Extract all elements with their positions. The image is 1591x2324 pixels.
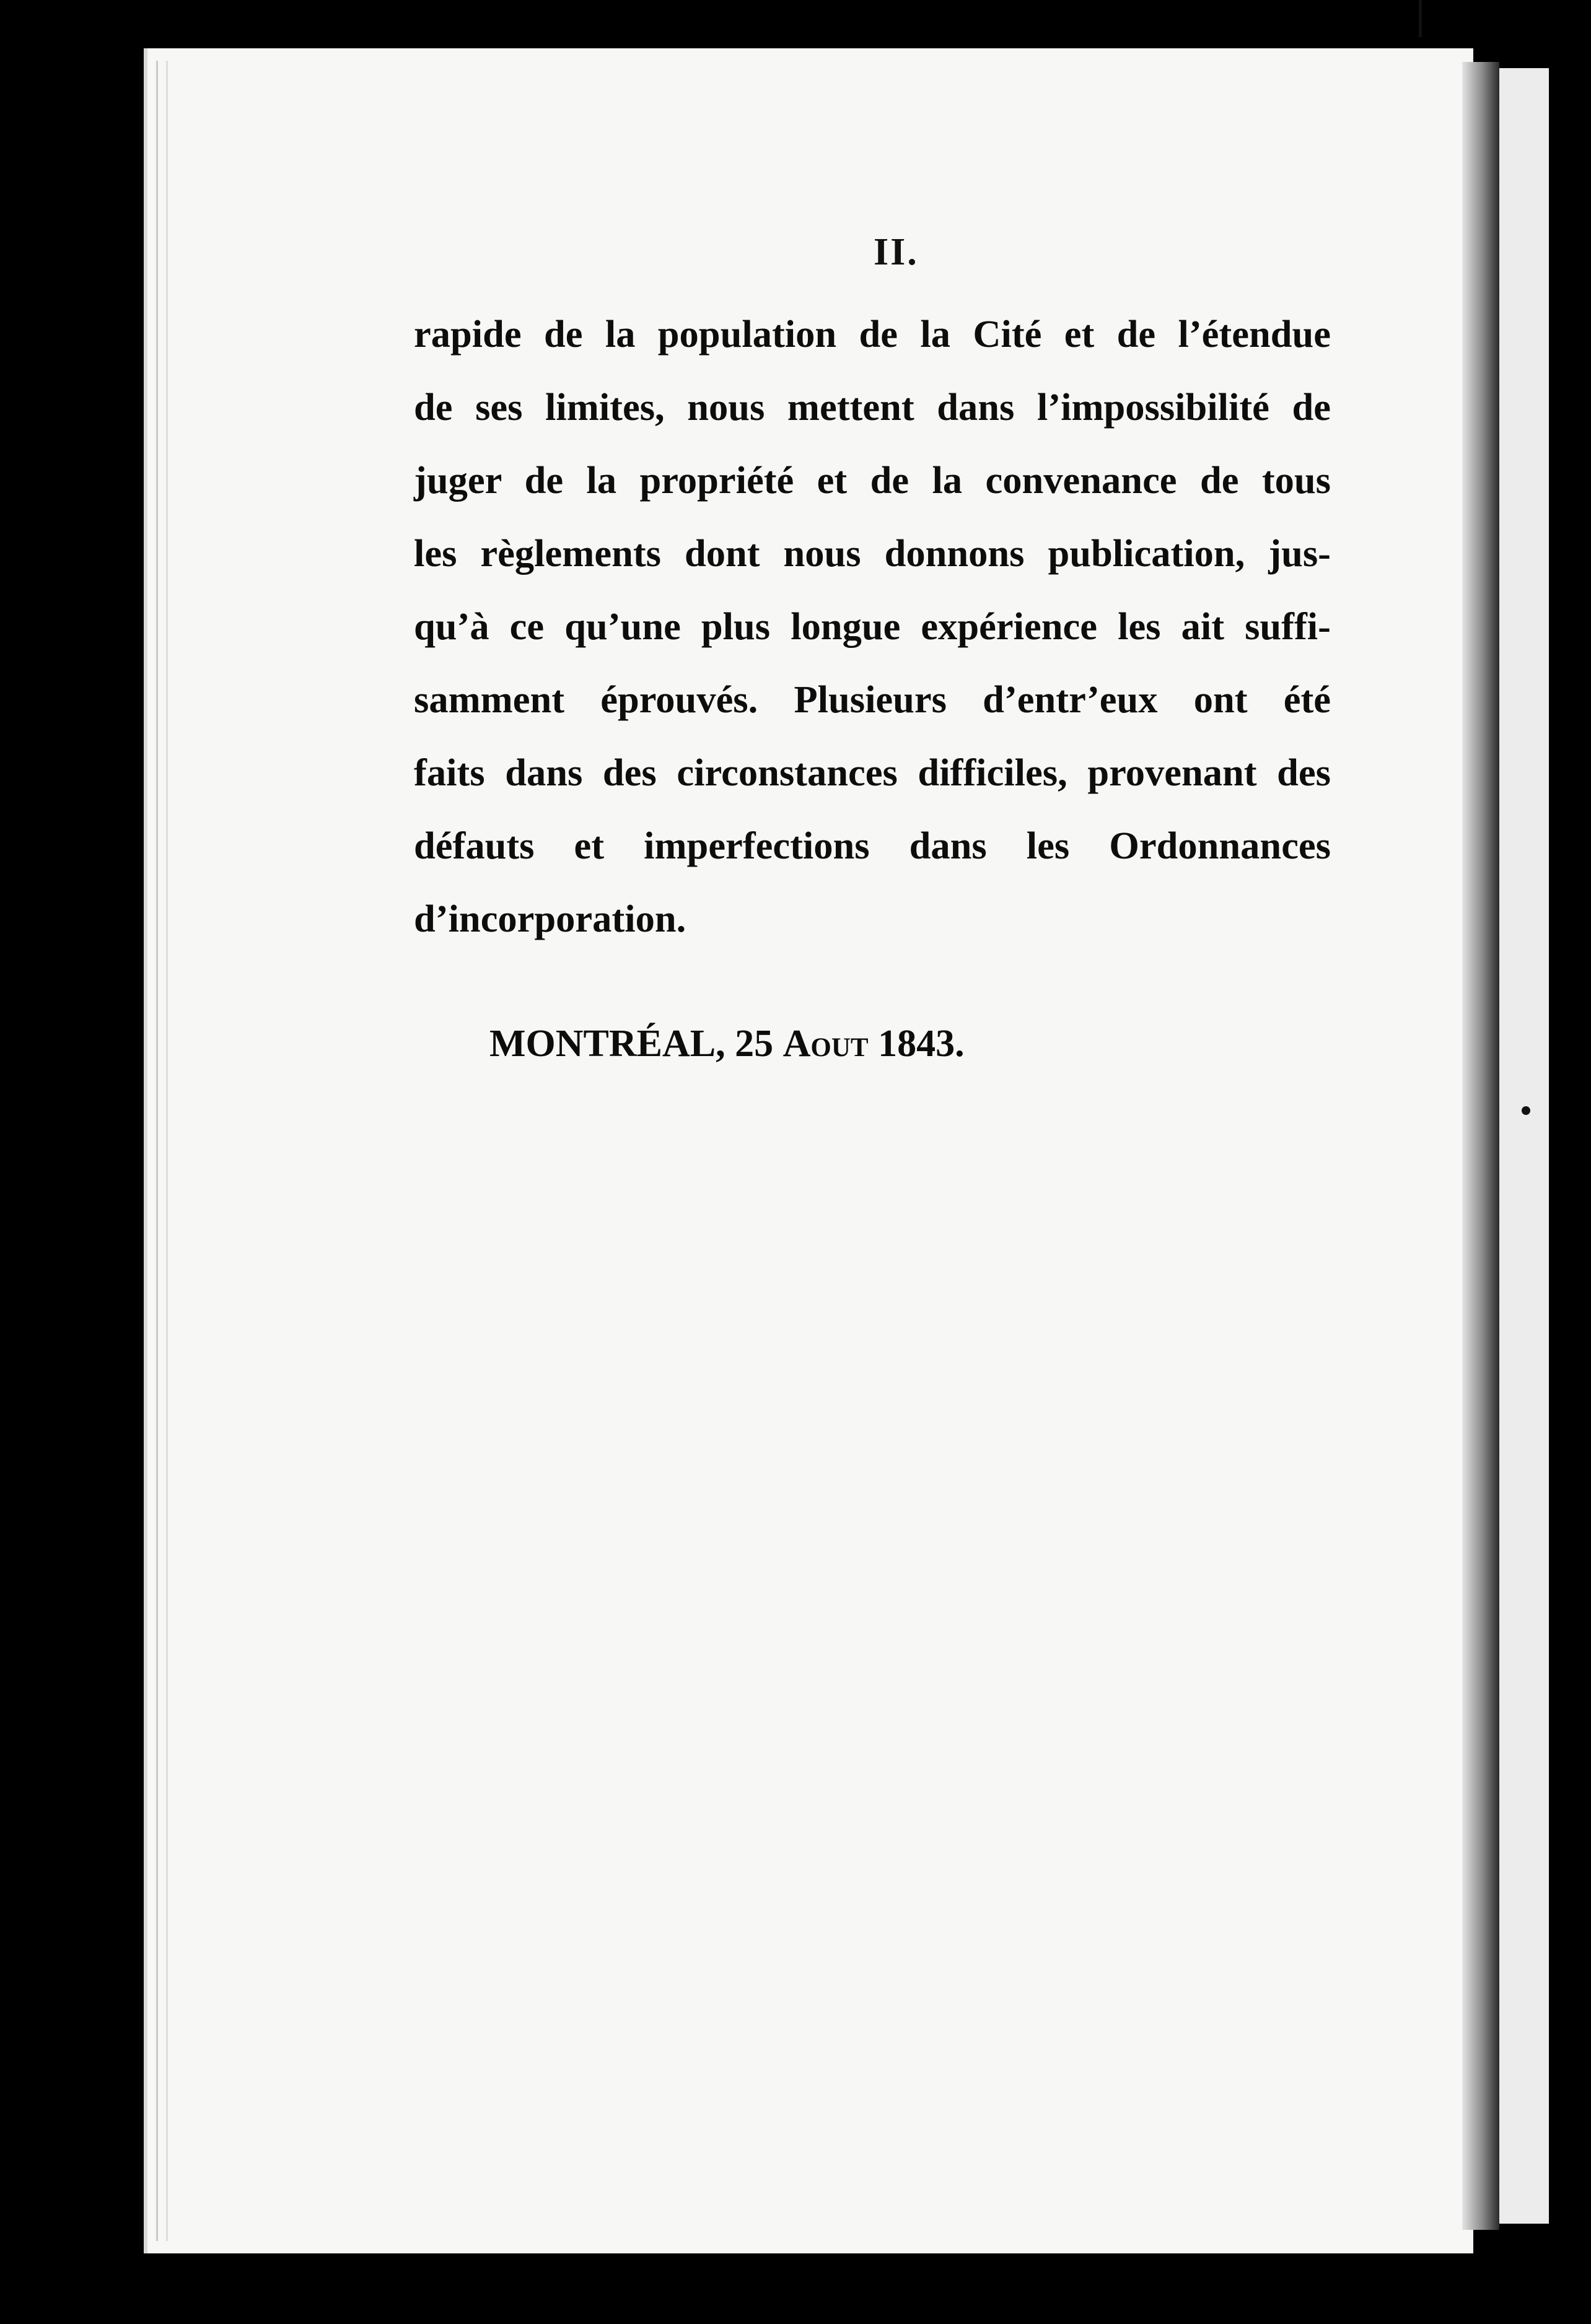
- signature-month: Aout: [782, 1023, 869, 1065]
- adjacent-page-edge: [1499, 68, 1549, 2224]
- place-date-signature: [489, 1022, 965, 1066]
- paragraph-line: d’incorporation.: [414, 897, 686, 940]
- stray-mark: [1522, 1106, 1530, 1115]
- page-gutter-shadow: [1462, 62, 1499, 2230]
- paragraph-line: rapide de la population de la Cité et de l’étendue: [414, 312, 1331, 356]
- paragraph-line: faits dans des circonstances difficiles, provenant des: [414, 751, 1331, 794]
- signature-year: 1843.: [878, 1023, 965, 1065]
- paragraph-line: qu’à ce qu’une plus longue expérience les ait suffi-: [414, 605, 1331, 648]
- page-number: II.: [874, 231, 919, 273]
- paragraph-line: de ses limites, nous mettent dans l’impossibilité de: [414, 385, 1331, 429]
- paragraph-line: samment éprouvés. Plusieurs d’entr’eux ont été: [414, 678, 1331, 721]
- paragraph-line: défauts et imperfections dans les Ordonnances: [414, 824, 1331, 867]
- page-edge-fold: [156, 61, 158, 2241]
- signature-place: MONTRÉAL, 25: [489, 1023, 774, 1065]
- body-paragraph: [414, 297, 1331, 955]
- page-edge-fold: [166, 61, 168, 2241]
- paragraph-line: juger de la propriété et de la convenance de tous: [414, 458, 1331, 502]
- paragraph-line: les règlements dont nous donnons publication, jus-: [414, 531, 1331, 575]
- scan-edge-mark: [1419, 0, 1422, 37]
